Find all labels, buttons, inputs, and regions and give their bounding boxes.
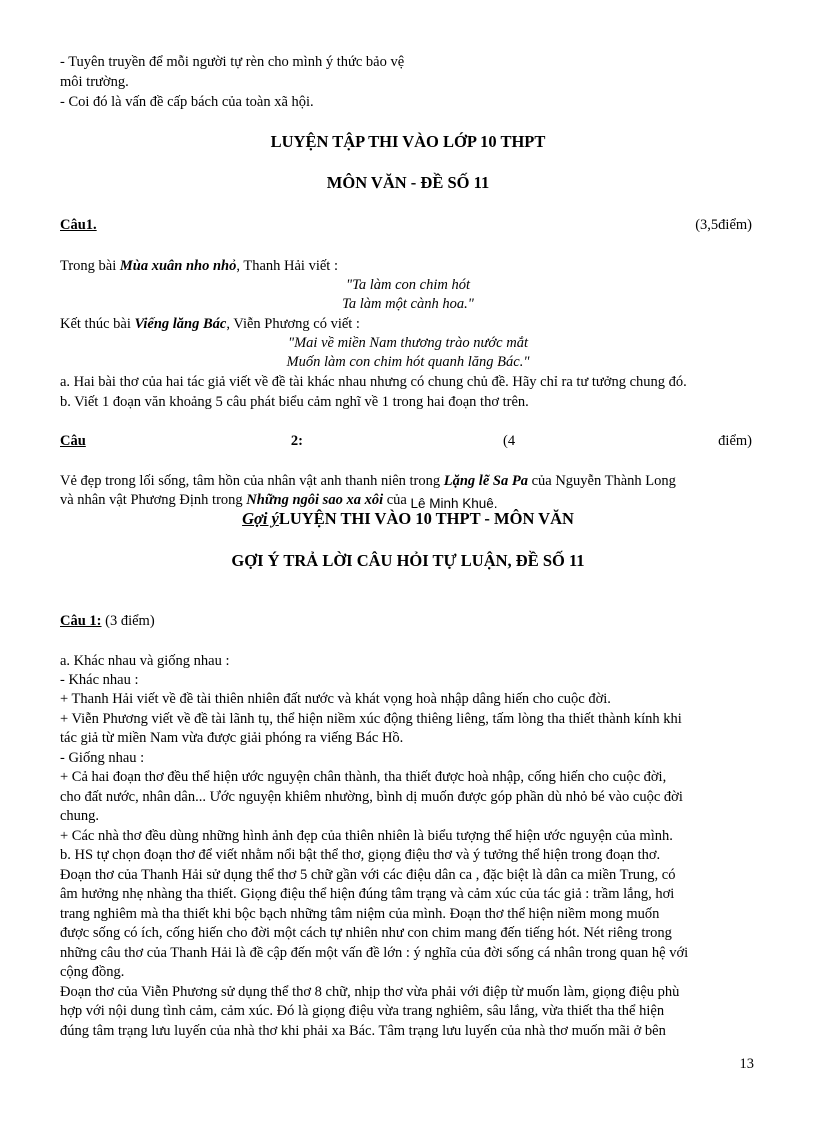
answer-question-1-label: Câu 1:	[60, 613, 102, 629]
exam-subtitle: MÔN VĂN - ĐỀ SỐ 11	[326, 173, 490, 192]
question-1-second-intro	[60, 315, 360, 333]
q1-intro-post: , Thanh Hải viết :	[236, 258, 338, 274]
answer-line: trang nghiêm mà tha thiết khi bộc bạch những tâm niệm của mình. Đoạn thơ thể hiện niềm mong muốn	[60, 906, 660, 922]
answer-line: + Các nhà thơ đều dùng những hình ảnh đẹp của thiên nhiên là biểu tượng thể hiện ước nguyện của mình.	[60, 828, 673, 844]
question-2-label-row	[60, 432, 303, 450]
answer-line: chung.	[60, 808, 100, 824]
q2-line1-post: của Nguyễn Thành Long	[527, 473, 676, 489]
question-2-label: Câu	[60, 433, 86, 449]
answer-heading	[0, 510, 816, 528]
verse-2-line-1: "Mai về miền Nam thương trào nước mắt	[288, 335, 528, 351]
answer-line: b. HS tự chọn đoạn thơ để viết nhằm nổi bật thể thơ, giọng điệu thơ và ý tưởng thể hiện trong đoạn thơ.	[60, 847, 661, 863]
q1-work-title-2: Viếng lăng Bác	[134, 316, 227, 332]
answer-line: Đoạn thơ của Thanh Hải sử dụng thể thơ 5 chữ gần với các điệu dân ca , đặc biệt là dân ca miền Trung, có	[60, 867, 676, 883]
answer-line: hợp với nội dung tình cảm, cảm xúc. Đó là giọng điệu vừa trang nghiêm, sâu lắng, vừa thiết tha thể hiện	[60, 1003, 665, 1019]
q2-line2-pre: và nhân vật Phương Định trong	[60, 492, 247, 508]
question-1-label: Câu1.	[60, 217, 97, 233]
intro-line-2: môi trường.	[60, 74, 129, 90]
q1-second-pre: Kết thúc bài	[60, 316, 135, 332]
answer-line: cho đất nước, nhân dân... Ước nguyện khiêm nhường, bình dị muốn được góp phần dù nhỏ bé vào cuộc đời	[60, 789, 683, 805]
answer-heading-prefix: Gợi ý	[242, 509, 279, 528]
answer-line: những câu thơ của Thanh Hải là đề cập đến một vấn đề lớn : ý nghĩa của đời sống cá nhân trong quan hệ với	[60, 945, 689, 961]
answer-line: - Khác nhau :	[60, 672, 139, 688]
answer-line: - Giống nhau :	[60, 750, 145, 766]
answer-line: a. Khác nhau và giống nhau :	[60, 653, 230, 669]
q2-author: Lê Minh Khuê.	[410, 496, 498, 511]
answer-line: tác giả từ miền Nam vừa được giải phóng ra viếng Bác Hồ.	[60, 730, 404, 746]
question-1-part-b: b. Viết 1 đoạn văn khoảng 5 câu phát biểu cảm nghĩ về 1 trong hai đoạn thơ trên.	[60, 394, 529, 410]
answer-line: Đoạn thơ của Viễn Phương sử dụng thể thơ 8 chữ, nhịp thơ vừa phải với điệp từ muốn làm, giọng điệu phù	[60, 984, 680, 1000]
q2-line2-post: của	[383, 492, 411, 508]
intro-line-1: - Tuyên truyền để mỗi người tự rèn cho mình ý thức bảo vệ	[60, 54, 405, 70]
answer-heading-text: LUYỆN THI VÀO 10 THPT - MÔN VĂN	[278, 509, 574, 528]
intro-line-3: - Coi đó là vấn đề cấp bách của toàn xã hội.	[60, 94, 314, 110]
question-2-number: 2:	[290, 433, 303, 449]
question-1-part-a: a. Hai bài thơ của hai tác giả viết về đề tài khác nhau nhưng có chung chủ đề. Hãy chỉ ra tư tưởng chung đó.	[60, 374, 687, 390]
question-1-intro	[60, 257, 338, 275]
page-number: 13	[739, 1056, 754, 1072]
answer-line: cộng đồng.	[60, 964, 125, 980]
q2-work-title-1: Lặng lẽ Sa Pa	[443, 473, 528, 489]
answer-line: được sống có ích, cống hiến cho đời một cách tự nhiên như con chim mang đến tiếng hót. Nét riêng trong	[60, 925, 672, 941]
question-2-line-2	[60, 491, 498, 509]
answer-line: + Viễn Phương viết về đề tài lãnh tụ, thể hiện niềm xúc động thiêng liêng, tấm lòng tha thiết thành kính khi	[60, 711, 682, 727]
answer-title: GỢI Ý TRẢ LỜI CÂU HỎI TỰ LUẬN, ĐỀ SỐ 11	[231, 551, 585, 570]
answer-line: âm hưởng nhẹ nhàng tha thiết. Giọng điệu thể hiện đúng tâm trạng và cảm xúc của tác giả : trầm lắng, hơi	[60, 886, 675, 902]
q1-intro-pre: Trong bài	[60, 258, 120, 274]
exam-title: LUYỆN TẬP THI VÀO LỚP 10 THPT	[270, 132, 546, 151]
question-1-points: (3,5điểm)	[695, 217, 752, 233]
answer-question-1-header	[60, 612, 155, 630]
q2-work-title-2: Những ngôi sao xa xôi	[246, 492, 384, 508]
q2-line1-pre: Vẻ đẹp trong lối sống, tâm hồn của nhân vật anh thanh niên trong	[60, 473, 444, 489]
q1-second-post: , Viễn Phương có viết :	[226, 316, 360, 332]
q1-work-title-1: Mùa xuân nho nhỏ	[119, 258, 237, 274]
verse-1-line-2: Ta làm một cành hoa."	[342, 296, 474, 312]
question-2-points-close: điểm)	[718, 433, 752, 449]
answer-question-1-points: (3 điểm)	[101, 613, 155, 629]
verse-2-line-2: Muốn làm con chim hót quanh lăng Bác."	[286, 354, 530, 370]
question-2-line-1	[60, 472, 676, 490]
answer-line: + Thanh Hải viết về đề tài thiên nhiên đất nước và khát vọng hoà nhập dâng hiến cho cuộc đời.	[60, 691, 611, 707]
verse-1-line-1: "Ta làm con chim hót	[346, 277, 470, 293]
question-2-points-open: (4	[503, 433, 516, 449]
answer-line: đúng tâm trạng lưu luyến của nhà thơ khi phải xa Bác. Tâm trạng lưu luyến của nhà thơ muốn mãi ở bên	[60, 1023, 666, 1039]
answer-line: + Cả hai đoạn thơ đều thể hiện ước nguyện chân thành, tha thiết được hoà nhập, cống hiến cho cuộc đời,	[60, 769, 667, 785]
